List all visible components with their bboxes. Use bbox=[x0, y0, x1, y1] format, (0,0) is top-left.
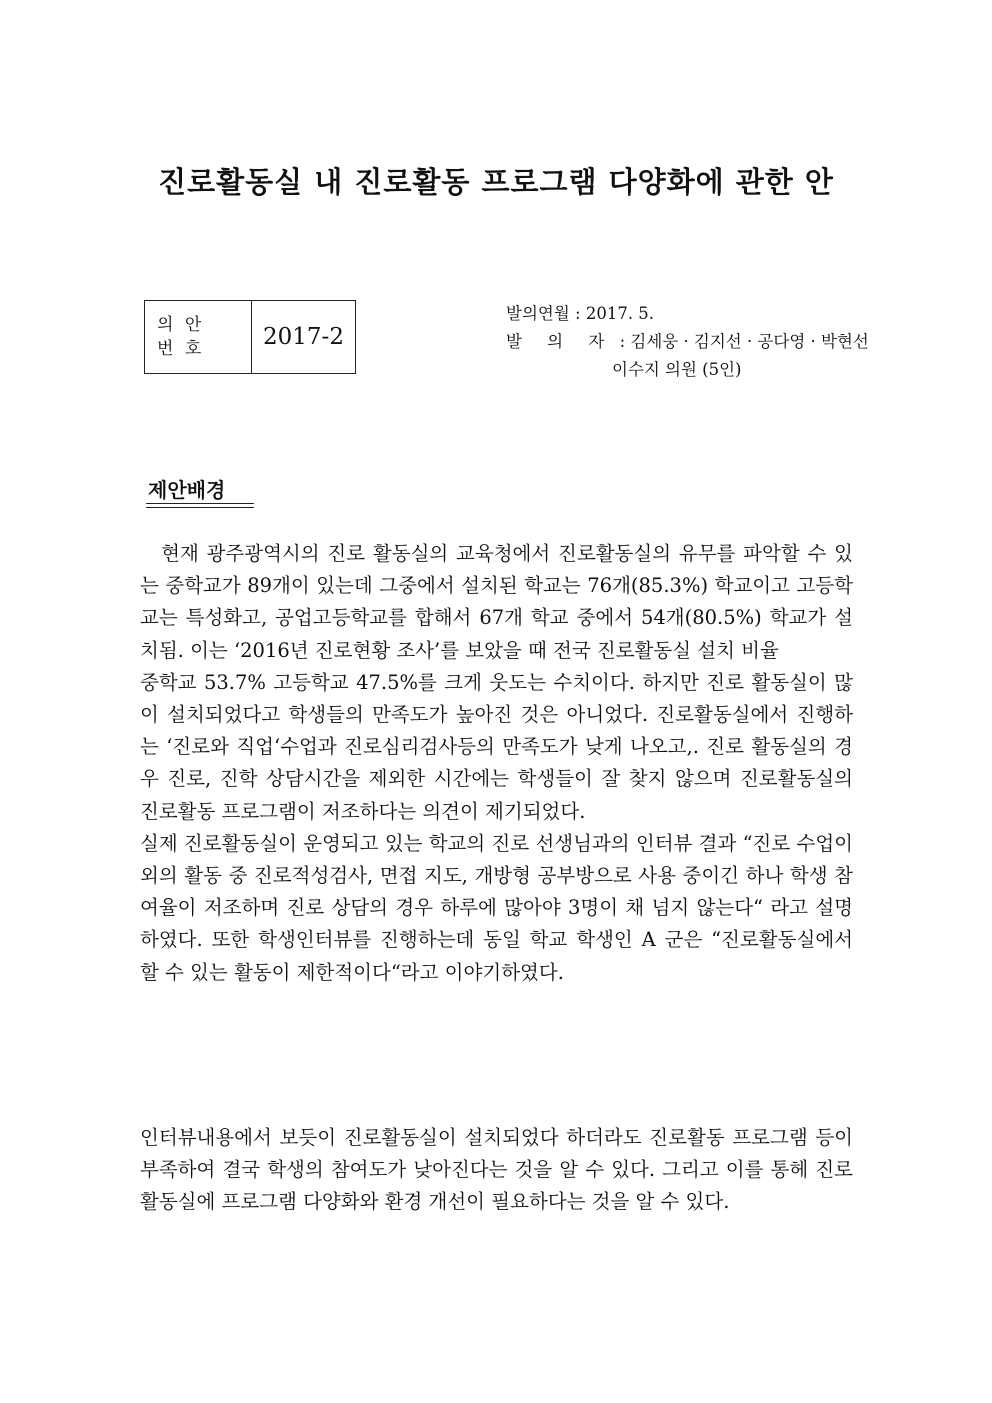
paragraph-2: 중학교 53.7% 고등학교 47.5%를 크게 웃도는 수치이다. 하지만 진로 활동실이 많이 설치되었다고 학생들의 만족도가 높아진 것은 아니었다. 진로활동실에서 진행하는 ‘진로와 직업‘수업과 진로심리검사등의 만족도가 낮게 나오고,. 진로 활동실의 경우 진로, 진학 상담시간을 제외한 시간에는 학생들이 잘 찾지 않으며 진로활동실의 진로활동 프로그램이 저조하다는 의견이 제기되었다. bbox=[140, 670, 853, 823]
bill-label-line1: 의 안 bbox=[157, 315, 205, 335]
sponsors-label: 발 의 자 bbox=[506, 332, 615, 351]
proposal-date-row bbox=[506, 300, 869, 328]
paragraph-4: 인터뷰내용에서 보듯이 진로활동실이 설치되었다 하더라도 진로활동 프로그램 등이 부족하여 결국 학생의 참여도가 낮아진다는 것을 알 수 있다. 그리고 이를 통헤 진로활동실에 프로그램 다양화와 환경 개선이 필요하다는 것을 알 수 있다. bbox=[140, 1126, 853, 1214]
body-text-block-1 bbox=[140, 538, 853, 989]
proposal-date-separator: : bbox=[575, 304, 586, 323]
sponsors-value-continued: 이수지 의원 (5인) bbox=[612, 360, 742, 379]
sponsors-value: 김세웅 · 김지선 · 공다영 · 박현선 bbox=[630, 332, 869, 351]
section-heading: 제안배경 bbox=[148, 478, 226, 502]
bill-number-label bbox=[145, 301, 252, 373]
sponsors-row bbox=[506, 328, 869, 356]
bill-label-line2: 번 호 bbox=[157, 339, 205, 359]
document-title: 진로활동실 내 진로활동 프로그램 다양화에 관한 안 bbox=[158, 165, 834, 199]
body-text-block-2 bbox=[140, 1122, 853, 1219]
section-underline-top bbox=[146, 503, 254, 504]
bill-number-box bbox=[144, 300, 356, 374]
proposal-date-value: 2017. 5. bbox=[585, 304, 655, 323]
paragraph-3: 실제 진로활동실이 운영되고 있는 학교의 진로 선생님과의 인터뷰 결과 “진로 수업이외의 활동 중 진로적성검사, 면접 지도, 개방형 공부방으로 사용 중이긴 하나 학생 참여율이 저조하며 진로 상담의 경우 하루에 많아야 3명이 채 넘지 않는다“ 라고 설명하였다. 또한 학생인터뷰를 진행하는데 동일 학교 학생인 A 군은 “진로활동실에서 할 수 있는 활동이 제한적이다“라고 이야기하였다. bbox=[140, 831, 853, 984]
proposal-date-label: 발의연월 bbox=[506, 304, 570, 323]
sponsors-row-continued bbox=[506, 356, 869, 384]
bill-number-value: 2017-2 bbox=[263, 324, 344, 350]
bill-metadata bbox=[506, 300, 869, 384]
sponsors-separator: : bbox=[619, 332, 626, 351]
section-underline-bottom bbox=[146, 507, 254, 508]
paragraph-1: 현재 광주광역시의 진로 활동실의 교육청에서 진로활동실의 유무를 파악할 수 있는 중학교가 89개이 있는데 그중에서 설치된 학교는 76개(85.3%) 학교이고 고등학교는 특성화고, 공업고등학교를 합해서 67개 학교 중에서 54개(80.5%) 학교가 설치됨. 이는 ‘2016년 진로현황 조사’를 보았을 때 전국 진로활동실 설치 비율 bbox=[140, 542, 853, 662]
